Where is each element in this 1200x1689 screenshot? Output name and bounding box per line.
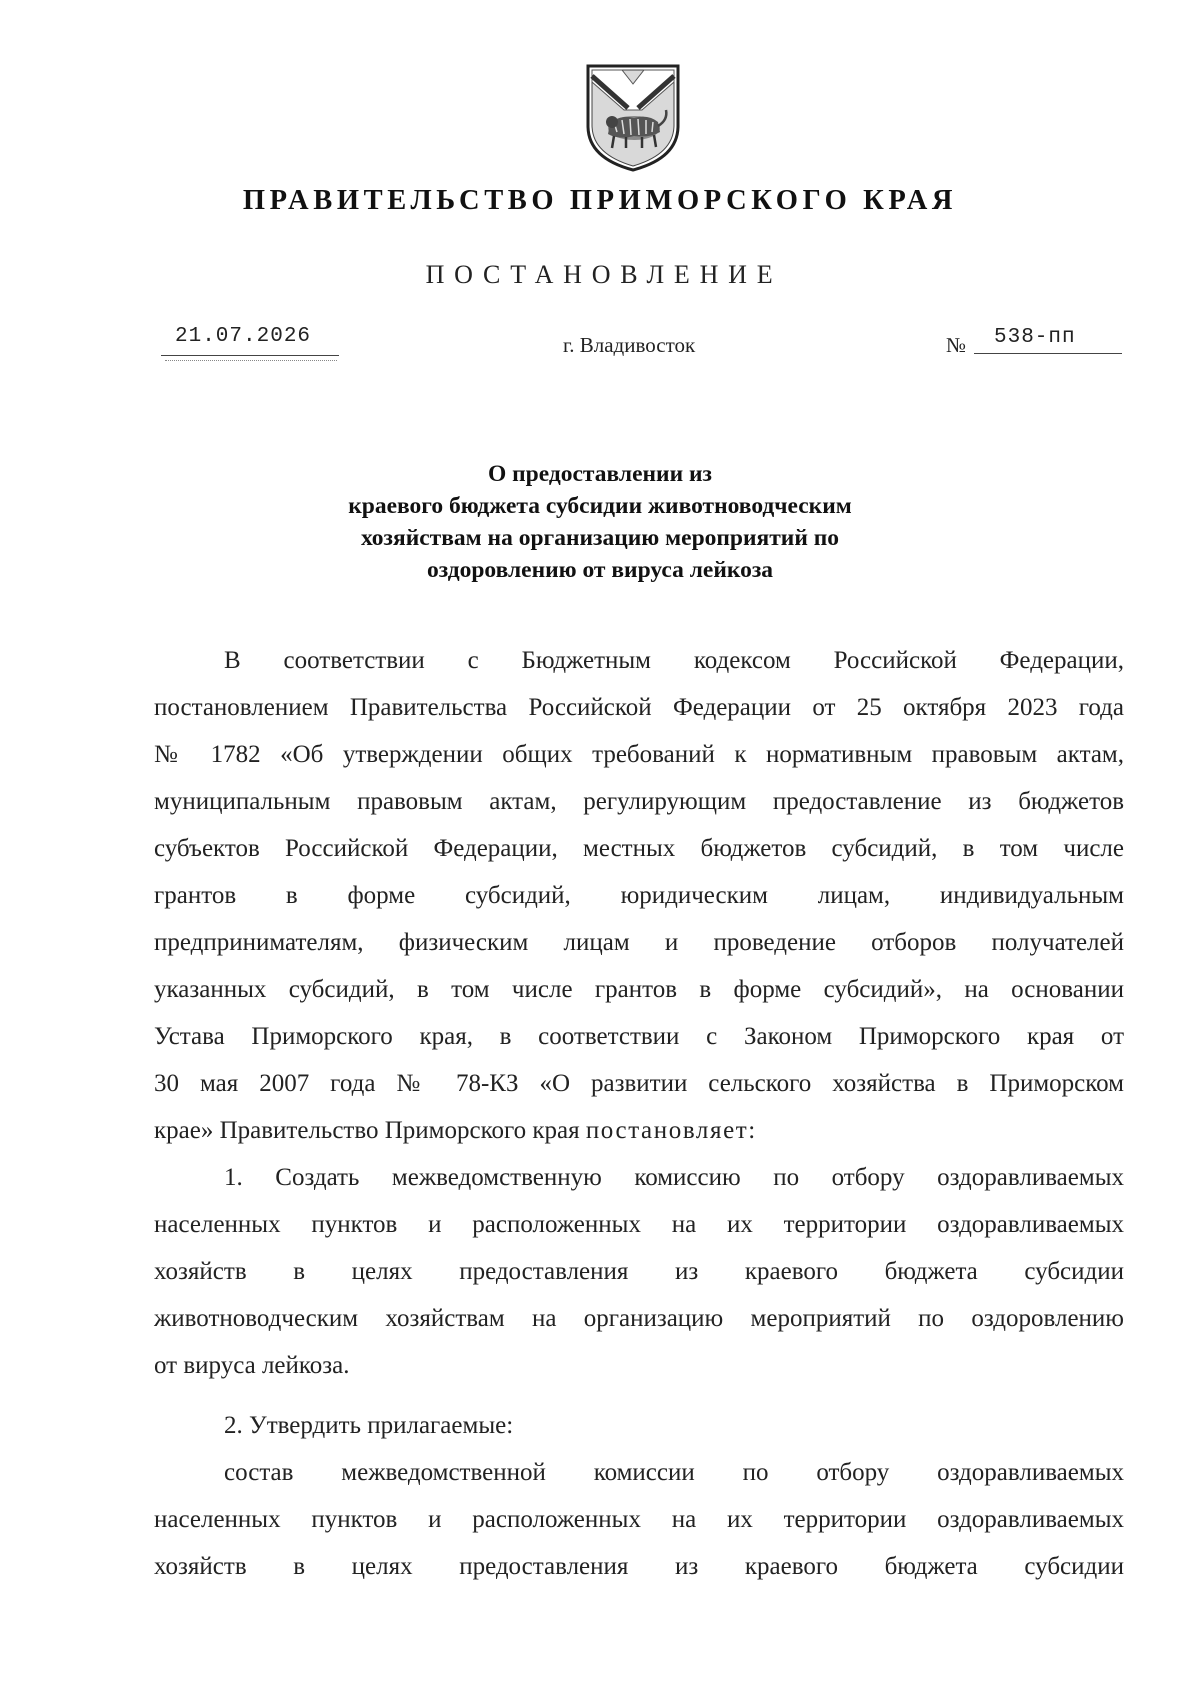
coat-of-arms-tiger-icon — [584, 62, 682, 174]
body-line: № 1782 «Об утверждении общих требований к нормативным правовым актам, — [154, 741, 1124, 768]
heading-line: краевого бюджета субсидии животноводческим — [348, 493, 852, 519]
resolves-keyword: постановляет: — [585, 1117, 757, 1144]
document-heading — [250, 458, 950, 586]
body-line: от вируса лейкоза. — [154, 1352, 350, 1379]
document-number-field — [974, 326, 1122, 356]
body-line: 1. Создать межведомственную комиссию по отбору оздоравливаемых — [224, 1164, 1124, 1191]
document-type: ПОСТАНОВЛЕНИЕ — [425, 260, 783, 289]
document-number: 538-пп — [994, 326, 1076, 349]
organization-title: ПРАВИТЕЛЬСТВО ПРИМОРСКОГО КРАЯ — [242, 185, 958, 216]
body-line: состав межведомственной комиссии по отбору оздоравливаемых — [224, 1459, 1124, 1486]
body-line: 2. Утвердить прилагаемые: — [224, 1412, 514, 1439]
body-line: хозяйств в целях предоставления из краевого бюджета субсидии — [154, 1553, 1124, 1580]
body-line: 30 мая 2007 года № 78-КЗ «О развитии сельского хозяйства в Приморском — [154, 1070, 1124, 1097]
date-underline-dotted — [165, 360, 337, 361]
document-city: г. Владивосток — [563, 333, 696, 357]
body-line: грантов в форме субсидий, юридическим лицам, индивидуальным — [154, 882, 1124, 909]
body-line: В соответствии с Бюджетным кодексом Российской Федерации, — [224, 647, 1124, 674]
document-date-field — [161, 325, 339, 359]
heading-line: оздоровлению от вируса лейкоза — [426, 557, 774, 583]
body-line: животноводческим хозяйствам на организацию мероприятий по оздоровлению — [154, 1305, 1124, 1332]
number-label: № — [946, 333, 967, 357]
date-underline — [161, 355, 339, 356]
body-line-text: крае» Правительство Приморского края — [154, 1117, 586, 1144]
body-line: указанных субсидий, в том числе грантов в форме субсидий», на основании — [154, 976, 1124, 1003]
document-date: 21.07.2026 — [175, 325, 312, 348]
heading-line: О предоставлении из — [487, 461, 712, 487]
body-line — [154, 1116, 1124, 1146]
body-line: предпринимателям, физическим лицам и проведение отборов получателей — [154, 929, 1124, 956]
body-line: населенных пунктов и расположенных на их территории оздоравливаемых — [154, 1211, 1124, 1238]
number-underline — [974, 353, 1122, 354]
body-line: субъектов Российской Федерации, местных бюджетов субсидий, в том числе — [154, 835, 1124, 862]
body-line: населенных пунктов и расположенных на их территории оздоравливаемых — [154, 1506, 1124, 1533]
body-line: хозяйств в целях предоставления из краевого бюджета субсидии — [154, 1258, 1124, 1285]
heading-line: хозяйствам на организацию мероприятий по — [360, 525, 840, 551]
body-line: постановлением Правительства Российской Федерации от 25 октября 2023 года — [154, 694, 1124, 721]
body-line: муниципальным правовым актам, регулирующим предоставление из бюджетов — [154, 788, 1124, 815]
body-line: Устава Приморского края, в соответствии с Законом Приморского края от — [154, 1023, 1124, 1050]
